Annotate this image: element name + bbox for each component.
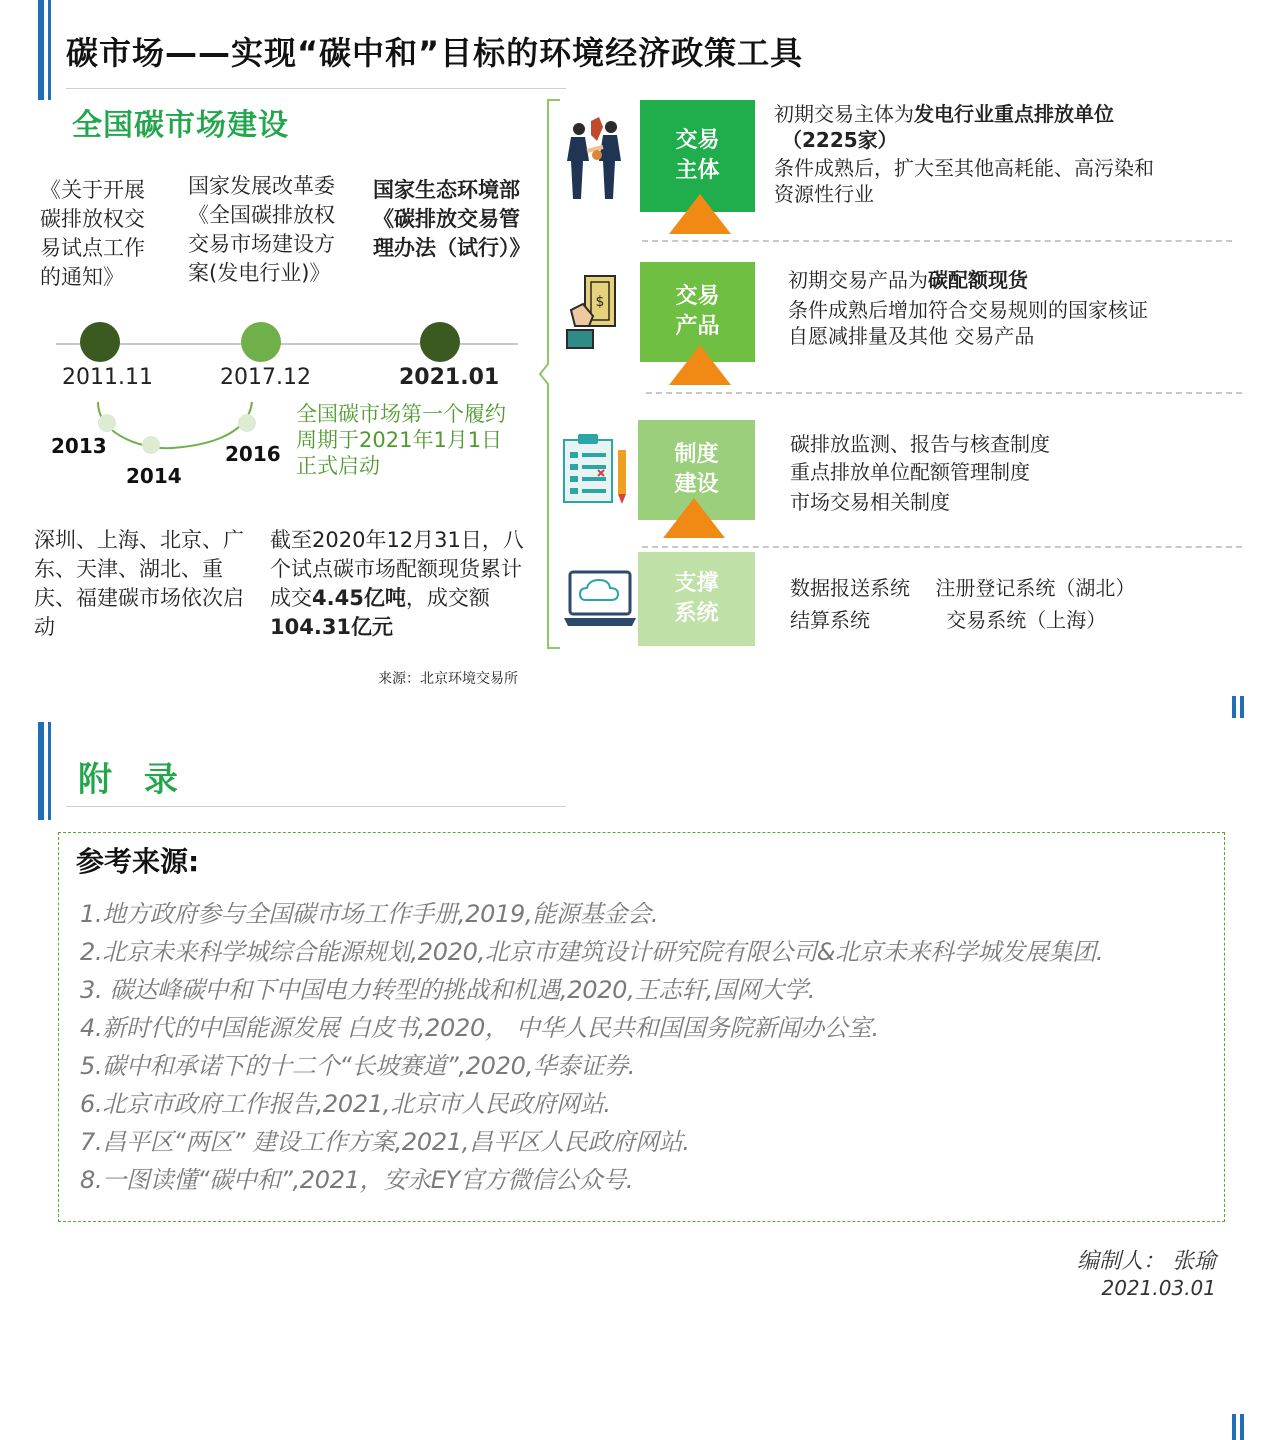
category-label-line2: 建设	[674, 472, 719, 497]
category-label-line1: 交易	[675, 284, 720, 309]
references-title: 参考来源:	[76, 845, 200, 878]
launch-note: 全国碳市场第一个履约周期于2021年1月1日正式启动	[296, 402, 506, 478]
page-marker-bar	[1240, 696, 1244, 718]
trade-volume-pre: 截至2020年12月31日，八个试点碳市场配额现货累计成交	[270, 528, 524, 610]
category-desc-line: 条件成熟后增加符合交易规则的国家核证	[788, 298, 1148, 322]
category-arrow-icon	[663, 498, 725, 538]
divider-1	[642, 240, 1232, 242]
category-desc-line: 资源性行业	[774, 182, 874, 206]
reference-item: 2.北京未来科学城综合能源规划,2020,北京市建筑设计研究院有限公司&北京未来科学城发展集团.	[80, 938, 1104, 966]
year-label-2011: 2011.11	[62, 365, 153, 390]
category-desc-line: 条件成熟后，扩大至其他高耗能、高污染和	[774, 156, 1154, 180]
cloud-laptop-icon	[560, 566, 640, 630]
year-label-2017: 2017.12	[220, 365, 311, 390]
category-desc-line: 初期交易主体为发电行业重点排放单位	[774, 102, 1114, 126]
year-label-2021: 2021.01	[399, 365, 500, 390]
appendix-accent-bar-thin	[48, 722, 51, 820]
category-label-line2: 主体	[675, 158, 720, 183]
money-hand-icon	[563, 270, 623, 352]
checklist-icon	[560, 432, 632, 506]
handshake-icon	[565, 115, 625, 205]
editor-name: 编制人： 张瑜	[1077, 1249, 1216, 1274]
category-desc-line: 市场交易相关制度	[790, 490, 950, 514]
timeline-dot-2014	[142, 436, 160, 454]
category-label-line2: 产品	[675, 314, 720, 339]
reference-item: 1.地方政府参与全国碳市场工作手册,2019,能源基金会.	[80, 900, 659, 928]
category-label-line1: 支撑	[674, 571, 719, 596]
category-label-line1: 交易	[675, 128, 720, 153]
category-desc-line: 重点排放单位配额管理制度	[790, 460, 1030, 484]
timeline-dot-2017	[241, 322, 281, 362]
category-box-support-system	[638, 552, 755, 646]
page-marker-bar	[1240, 1414, 1244, 1440]
timeline-doc-2017: 国家发展改革委《全国碳排放权交易市场建设方案(发电行业)》	[188, 174, 335, 285]
svg-text:$: $	[595, 294, 605, 310]
title-accent-bar	[38, 0, 44, 100]
timeline-dot-2016	[238, 414, 256, 432]
trade-volume-mid: ，成交额	[405, 586, 490, 610]
reference-item: 6.北京市政府工作报告,2021,北京市人民政府网站.	[80, 1090, 611, 1118]
page-title: 碳市场——实现“碳中和”目标的环境经济政策工具	[66, 34, 804, 72]
pilot-markets-text: 深圳、上海、北京、广东、天津、湖北、重庆、福建碳市场依次启动	[34, 528, 244, 639]
year-label-2014: 2014	[126, 464, 182, 488]
timeline-dot-2013	[98, 414, 116, 432]
category-label-line1: 制度	[674, 442, 719, 467]
category-desc-line: 碳排放监测、报告与核查制度	[790, 432, 1050, 456]
category-desc-line: 结算系统 交易系统（上海）	[790, 608, 1107, 632]
title-underline	[66, 88, 566, 89]
trade-volume-value: 104.31亿元	[270, 615, 394, 639]
category-desc-line: （2225家）	[782, 128, 898, 152]
page-marker-bar	[1232, 1414, 1236, 1440]
appendix-underline	[66, 806, 566, 807]
timeline-doc-2011: 《关于开展碳排放权交易试点工作的通知》	[40, 178, 145, 289]
reference-item: 3. 碳达峰碳中和下中国电力转型的挑战和机遇,2020,王志轩,国网大学.	[80, 976, 816, 1004]
appendix-title: 附 录	[78, 760, 188, 800]
title-accent-bar-thin	[48, 0, 51, 100]
divider-2	[646, 392, 1242, 394]
reference-item: 8.一图读懂“碳中和”,2021，安永EY官方微信公众号.	[80, 1166, 634, 1194]
timeline-doc-2021: 国家生态环境部《碳排放交易管理办法（试行）》	[373, 178, 531, 260]
edit-date: 2021.03.01	[1101, 1276, 1216, 1300]
reference-item: 5.碳中和承诺下的十二个“长坡赛道”,2020,华泰证券.	[80, 1052, 636, 1080]
year-label-2013: 2013	[51, 434, 107, 458]
category-desc-line: 自愿减排量及其他 交易产品	[788, 324, 1035, 348]
bracket-divider	[538, 98, 562, 650]
reference-item: 7.昌平区“两区” 建设工作方案,2021,昌平区人民政府网站.	[80, 1128, 690, 1156]
trade-volume-text	[270, 526, 526, 642]
page-marker-bar	[1232, 696, 1236, 718]
category-desc-line: 初期交易产品为碳配额现货	[788, 268, 1028, 292]
divider-3	[642, 546, 1242, 548]
reference-item: 4.新时代的中国能源发展 白皮书,2020， 中华人民共和国国务院新闻办公室.	[80, 1014, 879, 1042]
trade-volume-amount: 4.45亿吨	[312, 586, 406, 610]
category-label-line2: 系统	[674, 601, 719, 626]
source-note: 来源：北京环境交易所	[378, 671, 518, 687]
category-desc-line: 数据报送系统 注册登记系统（湖北）	[790, 576, 1136, 600]
timeline-dot-2021	[420, 322, 460, 362]
section-title: 全国碳市场建设	[72, 108, 289, 143]
year-label-2016: 2016	[225, 442, 281, 466]
category-arrow-icon	[669, 345, 731, 385]
timeline-dot-2011	[80, 322, 120, 362]
category-arrow-icon	[669, 194, 731, 234]
appendix-accent-bar	[38, 722, 44, 820]
